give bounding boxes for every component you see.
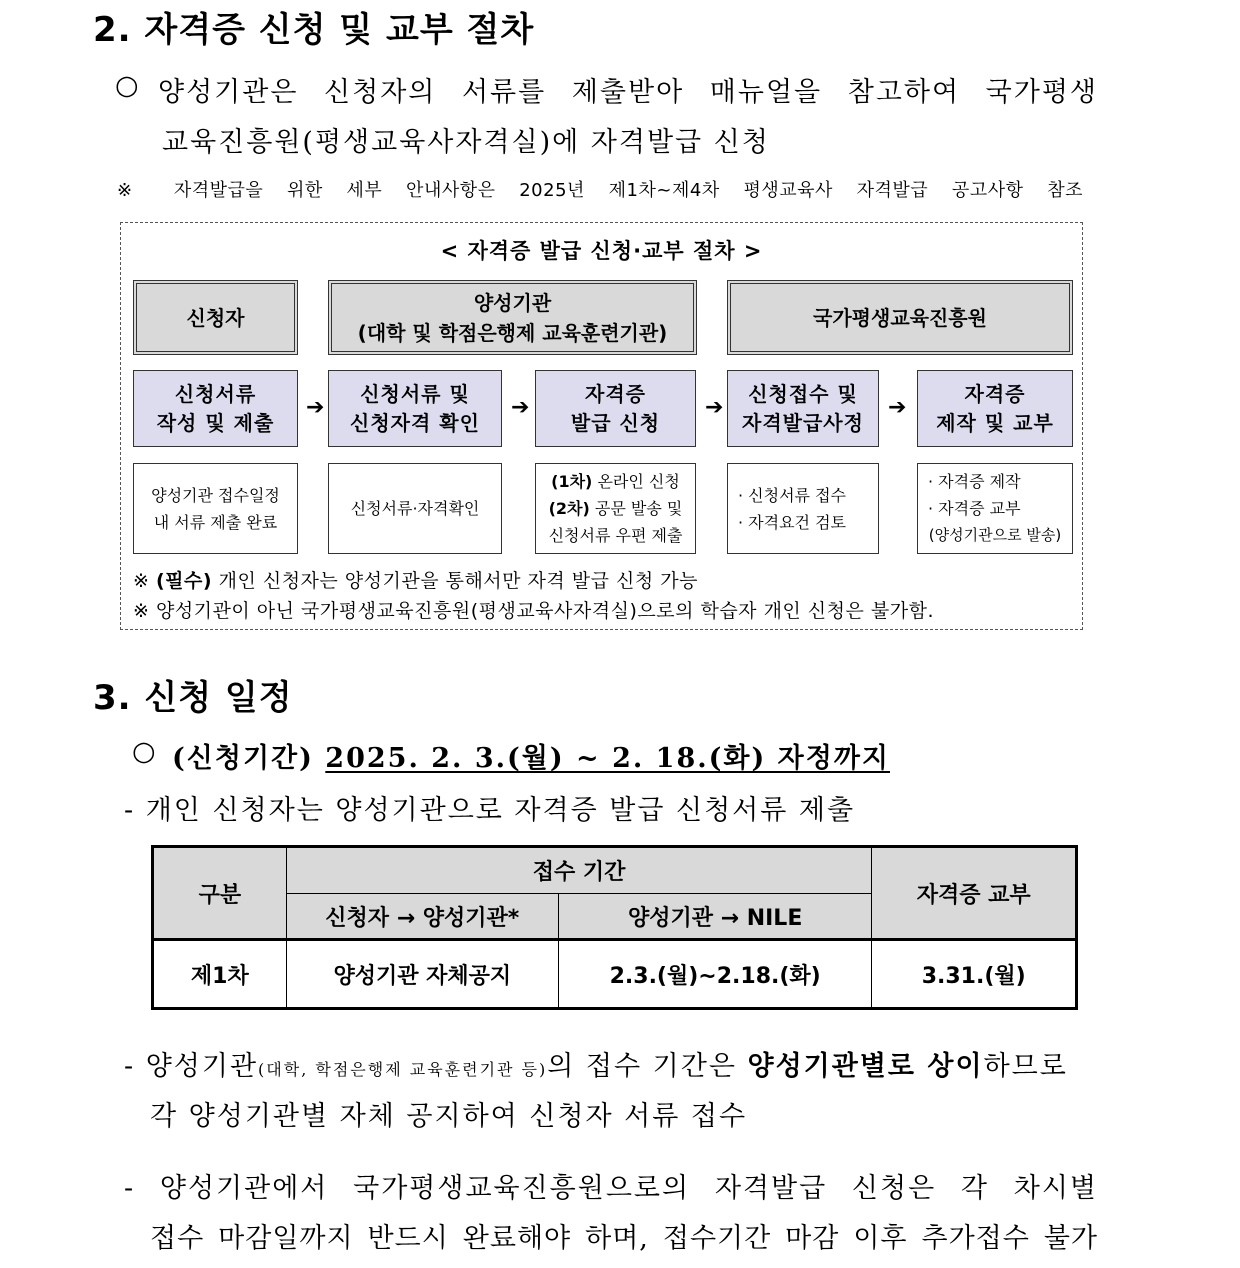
th-institution-to-nile: 양성기관 → NILE <box>558 894 871 940</box>
step-4-line2: 자격발급사정 <box>742 410 864 435</box>
actor-applicant <box>133 280 298 355</box>
dash2-small: (대학, 학점은행제 교육훈련기관 등) <box>258 1060 548 1079</box>
step-3 <box>535 370 696 447</box>
desc-5-line2: · 자격증 교부 <box>928 499 1021 518</box>
desc-1-line1: 양성기관 접수일정 <box>151 485 280 505</box>
step-2-line1: 신청서류 및 <box>360 381 470 406</box>
actor-institution-sub: (대학 및 학점은행제 교육훈련기관) <box>357 320 668 345</box>
arrow-right-icon: ➔ <box>705 395 724 420</box>
dash2-lead: - 양성기관 <box>124 1051 259 1082</box>
flow-title: < 자격증 발급 신청·교부 절차 > <box>440 239 763 263</box>
desc-4-line2: · 자격요건 검토 <box>738 512 846 532</box>
step-4-description <box>727 463 879 554</box>
desc-3-round2: (2차) <box>548 499 590 518</box>
section2-note: ※ 자격발급을 위한 세부 안내사항은 2025년 제1차~제4차 평생교육사 자격발급 공고사항 참조 <box>117 180 1083 201</box>
actor-institution-label: 양성기관 <box>473 290 552 315</box>
desc-1-line2: 내 서류 제출 완료 <box>153 512 278 532</box>
arrow-right-icon: ➔ <box>888 395 907 420</box>
desc-3-line1 <box>551 468 680 495</box>
section3-dash3-line1: - 양성기관에서 국가평생교육진흥원으로의 자격발급 신청은 각 차시별 <box>124 1173 1098 1204</box>
arrow-right-icon: ➔ <box>306 395 325 420</box>
desc-3-text2: 공문 발송 및 <box>589 499 683 518</box>
desc-4-line1: · 신청서류 접수 <box>738 485 846 505</box>
cell-issue-date: 3.31.(월) <box>872 940 1077 1009</box>
desc-3-round1: (1차) <box>551 472 593 491</box>
step-3-line1: 자격증 <box>585 381 646 406</box>
step-2-line2: 신청자격 확인 <box>350 410 480 435</box>
step-3-description <box>535 463 696 554</box>
step-5-description <box>917 463 1073 554</box>
period-label: (신청기간) <box>172 743 314 774</box>
flow-note-individual: ※ 양성기관이 아닌 국가평생교육진흥원(평생교육사자격실)으로의 학습자 개인 신청은 불가함. <box>133 600 935 622</box>
step-1 <box>133 370 298 447</box>
section2-bullet-line1: 양성기관은 신청자의 서류를 제출받아 매뉴얼을 참고하여 국가평생 <box>158 77 1098 108</box>
step-1-description <box>133 463 298 554</box>
step-1-line2: 작성 및 제출 <box>156 410 275 435</box>
section3-title: 3. 신청 일정 <box>93 678 293 718</box>
cell-round: 제1차 <box>153 940 287 1009</box>
procedure-flow-box <box>120 222 1083 630</box>
th-category: 구분 <box>153 847 287 940</box>
period-value: 2025. 2. 3.(월) ~ 2. 18.(화) 자정까지 <box>325 743 890 774</box>
cell-applicant-period: 양성기관 자체공지 <box>286 940 558 1009</box>
th-period: 접수 기간 <box>286 847 872 894</box>
section3-dash2-line1 <box>124 1044 1068 1083</box>
step-2 <box>328 370 502 447</box>
step-5 <box>917 370 1073 447</box>
dash2-tail: 하므로 <box>983 1051 1068 1082</box>
flow-note-required <box>133 566 698 593</box>
step-4 <box>727 370 879 447</box>
table-row <box>153 940 1077 1009</box>
section3-bullet-mark: ○ <box>132 736 158 767</box>
step-4-line1: 신청접수 및 <box>748 381 858 406</box>
th-applicant-to-institution: 신청자 → 양성기관* <box>286 894 558 940</box>
section3-dash2-line2: 각 양성기관별 자체 공지하여 신청자 서류 접수 <box>150 1101 748 1132</box>
step-1-line1: 신청서류 <box>174 381 257 406</box>
flow-note-required-label: (필수) <box>155 570 213 592</box>
desc-3-line3: 신청서류 우편 제출 <box>548 526 683 545</box>
step-5-line1: 자격증 <box>964 381 1026 406</box>
actor-applicant-label: 신청자 <box>186 305 245 330</box>
section3-dash3-line2: 접수 마감일까지 반드시 완료해야 하며, 접수기간 마감 이후 추가접수 불가 <box>150 1223 1098 1254</box>
desc-2-line1: 신청서류·자격확인 <box>350 499 480 518</box>
desc-5-line1: · 자격증 제작 <box>928 472 1021 491</box>
desc-3-text1: 온라인 신청 <box>592 472 680 491</box>
dash2-bold: 양성기관별로 상이 <box>747 1051 984 1082</box>
cell-institution-period: 2.3.(월)~2.18.(화) <box>558 940 871 1009</box>
actor-training-institution <box>328 280 697 355</box>
section3-dash1: - 개인 신청자는 양성기관으로 자격증 발급 신청서류 제출 <box>124 795 856 826</box>
section2-title: 2. 자격증 신청 및 교부 절차 <box>93 10 535 50</box>
desc-3-line2 <box>549 495 683 522</box>
dash2-mid: 의 접수 기간은 <box>547 1051 748 1082</box>
schedule-table <box>151 845 1078 1010</box>
step-3-line2: 발급 신청 <box>570 410 661 435</box>
step-2-description <box>328 463 502 554</box>
desc-5-line3: (양성기관으로 발송) <box>928 526 1062 544</box>
section2-bullet-mark: ○ <box>115 70 141 101</box>
actor-nile-label: 국가평생교육진흥원 <box>813 305 987 330</box>
step-5-line2: 제작 및 교부 <box>936 410 1054 435</box>
flow-note-required-text: 개인 신청자는 양성기관을 통해서만 자격 발급 신청 가능 <box>212 570 699 592</box>
flow-note-mark: ※ <box>133 570 150 592</box>
actor-nile <box>727 280 1073 355</box>
section2-bullet-line2: 교육진흥원(평생교육사자격실)에 자격발급 신청 <box>162 127 770 158</box>
application-period <box>172 736 890 775</box>
th-issue: 자격증 교부 <box>872 847 1077 940</box>
arrow-right-icon: ➔ <box>511 395 530 420</box>
